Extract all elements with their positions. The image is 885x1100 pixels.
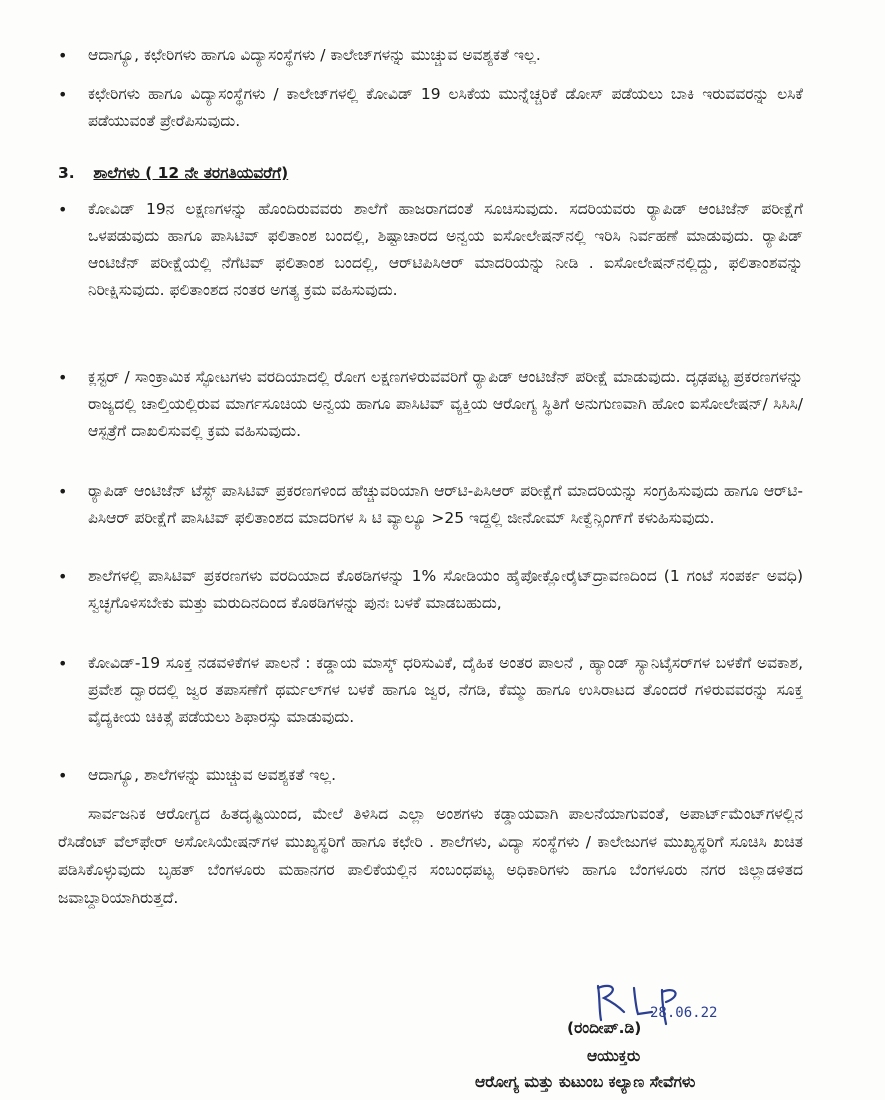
bullet-item xyxy=(58,81,803,135)
bullet-dot: • xyxy=(58,654,68,673)
signatory-department: ಆರೋಗ್ಯ ಮತ್ತು ಕುಟುಂಬ ಕಲ್ಯಾಣ ಸೇವೆಗಳು xyxy=(475,1073,696,1091)
bullet-dot: • xyxy=(58,567,68,586)
bullet-text: ಶಾಲೆಗಳಲ್ಲಿ ಪಾಸಿಟಿವ್ ಪ್ರಕರಣಗಳು ವರದಿಯಾದ ಕೊಠಡಿಗಳನ್ನು 1% ಸೋಡಿಯಂ ಹೈಪೋಕ್ಲೋರೈಟ್‌ದ್ರಾವಣದಿಂದ (1 ಗಂಟೆ ಸಂಪರ್ಕ ಅವಧಿ) ಸ್ವಚ್ಛಗೊಳಿಸಬೇಕು ಮತ್ತು ಮರುದಿನದಿಂದ ಕೊಠಡಿಗಳನ್ನು ಪುನಃ ಬಳಕೆ ಮಾಡಬಹುದು, xyxy=(88,567,803,612)
bullet-dot: • xyxy=(58,368,68,387)
bullet-dot: • xyxy=(58,200,68,219)
bullet-dot: • xyxy=(58,766,68,785)
bullet-item xyxy=(58,478,803,532)
bullet-item xyxy=(58,563,803,617)
section-heading xyxy=(58,160,288,187)
bullet-item xyxy=(58,650,803,731)
signatory-name: (ರಂದೀಪ್.ಡಿ) xyxy=(567,1019,642,1037)
bullet-item xyxy=(58,762,803,789)
bullet-text: ಕಛೇರಿಗಳು ಹಾಗೂ ವಿದ್ಯಾಸಂಸ್ಥೆಗಳು / ಕಾಲೇಜ್‌ಗಳಲ್ಲಿ ಕೋವಿಡ್ 19 ಲಸಿಕೆಯ ಮುನ್ನೆಚ್ಚರಿಕೆ ಡೋಸ್ ಪಡೆಯಲು ಬಾಕಿ ಇರುವವರನ್ನು ಲಸಿಕೆ ಪಡೆಯುವಂತೆ ಪ್ರೇರೆಪಿಸುವುದು. xyxy=(88,85,803,130)
bullet-item xyxy=(58,364,803,445)
section-number: 3. xyxy=(58,164,75,182)
bullet-text: ಆದಾಗ್ಯೂ, ಕಛೇರಿಗಳು ಹಾಗೂ ವಿದ್ಯಾಸಂಸ್ಥೆಗಳು / ಕಾಲೇಜ್‌ಗಳನ್ನು ಮುಚ್ಚುವ ಅವಶ್ಯಕತೆ ಇಲ್ಲ. xyxy=(88,46,541,64)
bullet-text: ಕೋವಿಡ್ 19ನ ಲಕ್ಷಣಗಳನ್ನು ಹೊಂದಿರುವವರು ಶಾಲೆಗೆ ಹಾಜರಾಗದಂತೆ ಸೂಚಿಸುವುದು. ಸದರಿಯವರು ರ್‍ಯಾಪಿಡ್ ಆಂಟಿಜೆನ್ ಪರೀಕ್ಷೆಗೆ ಒಳಪಡುವುದು ಹಾಗೂ ಪಾಸಿಟಿವ್ ಫಲಿತಾಂಶ ಬಂದಲ್ಲಿ, ಶಿಷ್ಟಾಚಾರದ ಅನ್ವಯ ಐಸೋಲೇಷನ್‌ನಲ್ಲಿ ಇರಿಸಿ ನಿರ್ವಹಣೆ ಮಾಡುವುದು. ರ್‍ಯಾಪಿಡ್ ಆಂಟಿಜೆನ್ ಪರೀಕ್ಷೆಯಲ್ಲಿ ನೆಗೆಟಿವ್ ಫಲಿತಾಂಶ ಬಂದಲ್ಲಿ, ಆರ್‌ಟಿಪಿಸಿಆರ್ ಮಾದರಿಯನ್ನು ನೀಡಿ . ಐಸೋಲೇಷನ್‌ನಲ್ಲಿದ್ದು, ಫಲಿತಾಂಶವನ್ನು ನಿರೀಕ್ಷಿಸುವುದು. ಫಲಿತಾಂಶದ ನಂತರ ಅಗತ್ಯ ಕ್ರಮ ವಹಿಸುವುದು. xyxy=(88,200,803,299)
bullet-dot: • xyxy=(58,85,68,104)
bullet-text: ಆದಾಗ್ಯೂ, ಶಾಲೆಗಳನ್ನು ಮುಚ್ಚುವ ಅವಶ್ಯಕತೆ ಇಲ್ಲ. xyxy=(88,766,337,784)
bullet-dot: • xyxy=(58,482,68,501)
bullet-dot: • xyxy=(58,46,68,65)
signature-date: 28.06.22 xyxy=(650,1005,718,1021)
bullet-item xyxy=(58,196,803,304)
closing-paragraph: ಸಾರ್ವಜನಿಕ ಆರೋಗ್ಯದ ಹಿತದೃಷ್ಟಿಯಿಂದ, ಮೇಲೆ ತಿಳಿಸಿದ ಎಲ್ಲಾ ಅಂಶಗಳು ಕಡ್ಡಾಯವಾಗಿ ಪಾಲನೆಯಾಗುವಂತೆ, ಅಪಾರ್ಟ್‌ಮೆಂಟ್‌ಗಳಲ್ಲಿನ ರೆಸಿಡೆಂಟ್ ವೆಲ್‌ಫೇರ್ ಅಸೋಸಿಯೇಷನ್‌ಗಳ ಮುಖ್ಯಸ್ಥರಿಗೆ ಹಾಗೂ ಕಛೇರಿ . ಶಾಲೆಗಳು, ವಿದ್ಯಾ ಸಂಸ್ಥೆಗಳು / ಕಾಲೇಜುಗಳ ಮುಖ್ಯಸ್ಥರಿಗೆ ಸೂಚಿಸಿ ಖಚಿತ ಪಡಿಸಿಕೊಳ್ಳುವುದು ಬೃಹತ್ ಬೆಂಗಳೂರು ಮಹಾನಗರ ಪಾಲಿಕೆಯಲ್ಲಿನ ಸಂಬಂಧಪಟ್ಟ ಅಧಿಕಾರಿಗಳು ಹಾಗೂ ಬೆಂಗಳೂರು ನಗರ ಜಿಲ್ಲಾಡಳಿತದ ಜವಾಬ್ದಾರಿಯಾಗಿರುತ್ತದೆ. xyxy=(58,805,803,907)
bullet-item xyxy=(58,42,803,69)
signatory-designation: ಆಯುಕ್ತರು xyxy=(587,1047,641,1065)
bullet-text: ಕ್ಲಸ್ಟರ್ / ಸಾಂಕ್ರಾಮಿಕ ಸ್ಫೋಟಗಳು ವರದಿಯಾದಲ್ಲಿ ರೋಗ ಲಕ್ಷಣಗಳಿರುವವರಿಗೆ ರ್‍ಯಾಪಿಡ್ ಆಂಟಿಜೆನ್ ಪರೀಕ್ಷೆ ಮಾಡುವುದು. ದೃಢಪಟ್ಟ ಪ್ರಕರಣಗಳನ್ನು ರಾಜ್ಯದಲ್ಲಿ ಚಾಲ್ತಿಯಲ್ಲಿರುವ ಮಾರ್ಗಸೂಚಿಯ ಅನ್ವಯ ಹಾಗೂ ಪಾಸಿಟಿವ್ ವ್ಯಕ್ತಿಯ ಆರೋಗ್ಯ ಸ್ಥಿತಿಗೆ ಅನುಗುಣವಾಗಿ ಹೋಂ ಐಸೋಲೇಷನ್/ ಸಿಸಿಸಿ/ ಆಸ್ಪತ್ರೆಗೆ ದಾಖಲಿಸುವಲ್ಲಿ ಕ್ರಮ ವಹಿಸುವುದು. xyxy=(88,368,803,440)
section-title: ಶಾಲೆಗಳು ( 12 ನೇ ತರಗತಿಯವರೆಗೆ) xyxy=(93,164,289,182)
bullet-text: ರ್‍ಯಾಪಿಡ್ ಆಂಟಿಜೆನ್ ಟೆಸ್ಟ್ ಪಾಸಿಟಿವ್ ಪ್ರಕರಣಗಳಿಂದ ಹೆಚ್ಚುವರಿಯಾಗಿ ಆರ್‌ಟಿ-ಪಿಸಿಆರ್ ಪರೀಕ್ಷೆಗೆ ಮಾದರಿಯನ್ನು ಸಂಗ್ರಹಿಸುವುದು ಹಾಗೂ ಆರ್‌ಟಿ-ಪಿಸಿಆರ್ ಪರೀಕ್ಷೆಗೆ ಪಾಸಿಟಿವ್ ಫಲಿತಾಂಶದ ಮಾದರಿಗಳ ಸಿ ಟಿ ವ್ಯಾಲ್ಯೂ >25 ಇದ್ದಲ್ಲಿ ಜೀನೋಮ್ ಸೀಕ್ವೆನ್ಸಿಂಗ್‌ಗೆ ಕಳುಹಿಸುವುದು. xyxy=(88,482,803,527)
bullet-text: ಕೋವಿಡ್-19 ಸೂಕ್ತ ನಡವಳಿಕೆಗಳ ಪಾಲನೆ : ಕಡ್ಡಾಯ ಮಾಸ್ಕ್ ಧರಿಸುವಿಕೆ, ದೈಹಿಕ ಅಂತರ ಪಾಲನೆ , ಹ್ಯಾಂಡ್ ಸ್ಯಾನಿಟೈಸರ್‌ಗಳ ಬಳಕೆಗೆ ಅವಕಾಶ, ಪ್ರವೇಶ ದ್ವಾರದಲ್ಲಿ ಜ್ವರ ತಪಾಸಣೆಗೆ ಥರ್ಮಲ್‌ಗಳ ಬಳಕೆ ಹಾಗೂ ಜ್ವರ, ನೆಗಡಿ, ಕೆಮ್ಮು ಹಾಗೂ ಉಸಿರಾಟದ ತೊಂದರೆ ಗಳಿರುವವರನ್ನು ಸೂಕ್ತ ವೈದ್ಯಕೀಯ ಚಿಕಿತ್ಸೆ ಪಡೆಯಲು ಶಿಫಾರಸ್ಸು ಮಾಡುವುದು. xyxy=(88,654,803,726)
